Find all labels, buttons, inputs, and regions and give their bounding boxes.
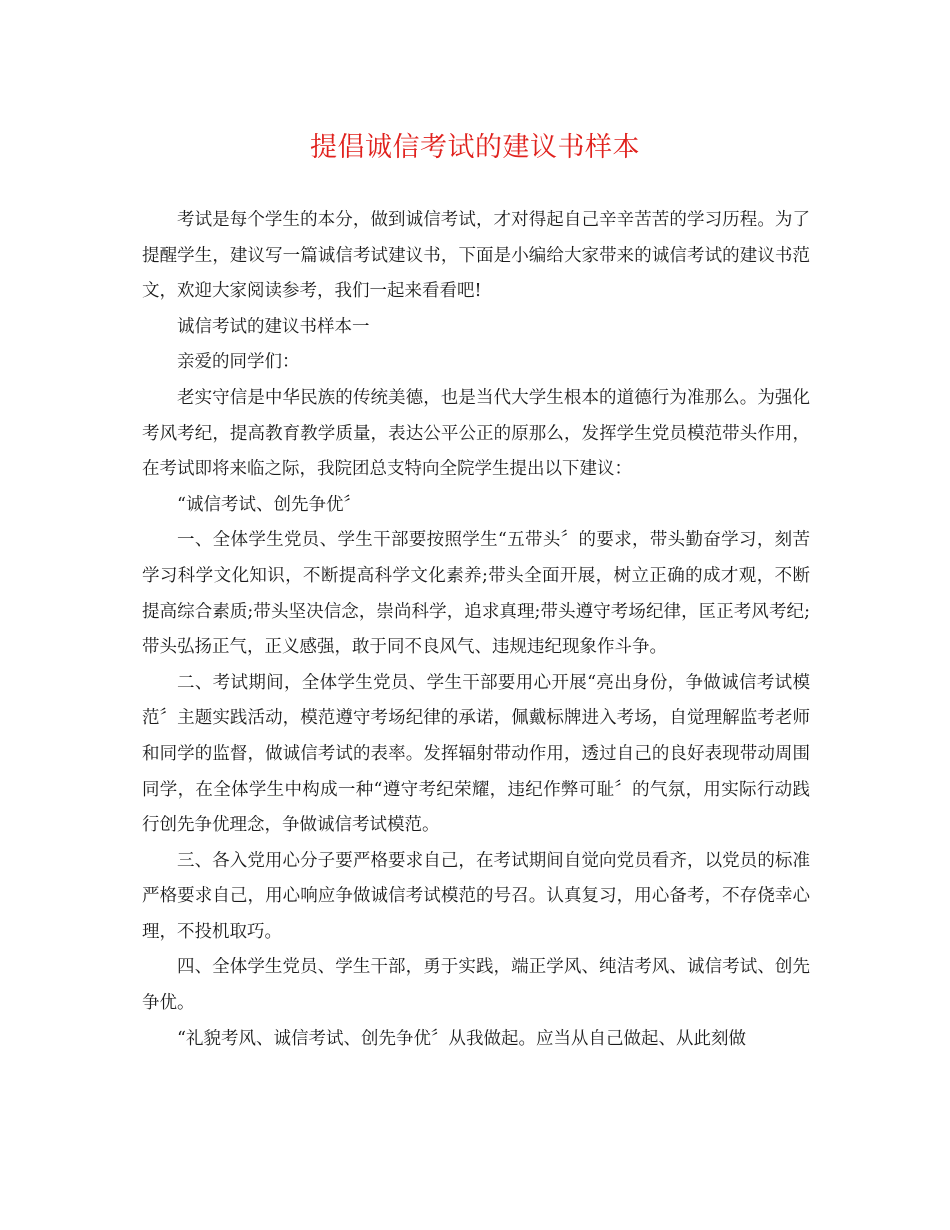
- paragraph-preamble: 老实守信是中华民族的传统美德，也是当代大学生根本的道德行为准那么。为强化考风考纪，提高教育教学质量，表达公平公正的原那么，发挥学生党员模范带头作用，在考试即将来临之际，我院团总支特向全院学生提出以下建议：: [142, 387, 810, 480]
- document-body: [142, 203, 810, 1057]
- paragraph-point-four: 四、全体学生党员、学生干部，勇于实践，端正学风、纯洁考风、诚信考试、创先争优。: [142, 957, 810, 1014]
- paragraph-salutation: 亲爱的同学们：: [177, 352, 300, 373]
- paragraph-point-one: 一、全体学生党员、学生干部要按照学生“五带头〞的要求，带头勤奋学习，刻苦学习科学文化知识，不断提高科学文化素养;带头全面开展，树立正确的成才观，不断提高综合素质;带头坚决信念，崇尚科学，追求真理;带头遵守考场纪律，匡正考风考纪;带头弘扬正气，正义感强，敢于同不良风气、违规违纪现象作斗争。: [142, 530, 810, 658]
- document-title: 提倡诚信考试的建议书样本: [310, 132, 640, 163]
- paragraph-intro: 考试是每个学生的本分，做到诚信考试，才对得起自己辛辛苦苦的学习历程。为了提醒学生，建议写一篇诚信考试建议书，下面是小编给大家带来的诚信考试的建议书范文，欢迎大家阅读参考，我们一起来看看吧!: [142, 210, 810, 302]
- paragraph-point-three: 三、各入党用心分子要严格要求自己，在考试期间自觉向党员看齐，以党员的标准严格要求自己，用心响应争做诚信考试模范的号召。认真复习，用心备考，不存侥幸心理，不投机取巧。: [142, 850, 810, 942]
- paragraph-point-two: 二、考试期间，全体学生党员、学生干部要用心开展“亮出身份，争做诚信考试模范〞主题实践活动，模范遵守考场纪律的承诺，佩戴标牌进入考场，自觉理解监考老师和同学的监督，做诚信考试的表率。发挥辐射带动作用，透过自己的良好表现带动周围同学，在全体学生中构成一种“遵守考纪荣耀，违纪作弊可耻〞的气氛，用实际行动践行创先争优理念，争做诚信考试模范。: [142, 672, 810, 836]
- paragraph-closing: “礼貌考风、诚信考试、创先争优〞从我做起。应当从自己做起、从此刻做: [177, 1028, 746, 1049]
- paragraph-slogan: “诚信考试、创先争优〞: [177, 494, 361, 515]
- paragraph-sample-heading: 诚信考试的建议书样本一: [177, 316, 370, 337]
